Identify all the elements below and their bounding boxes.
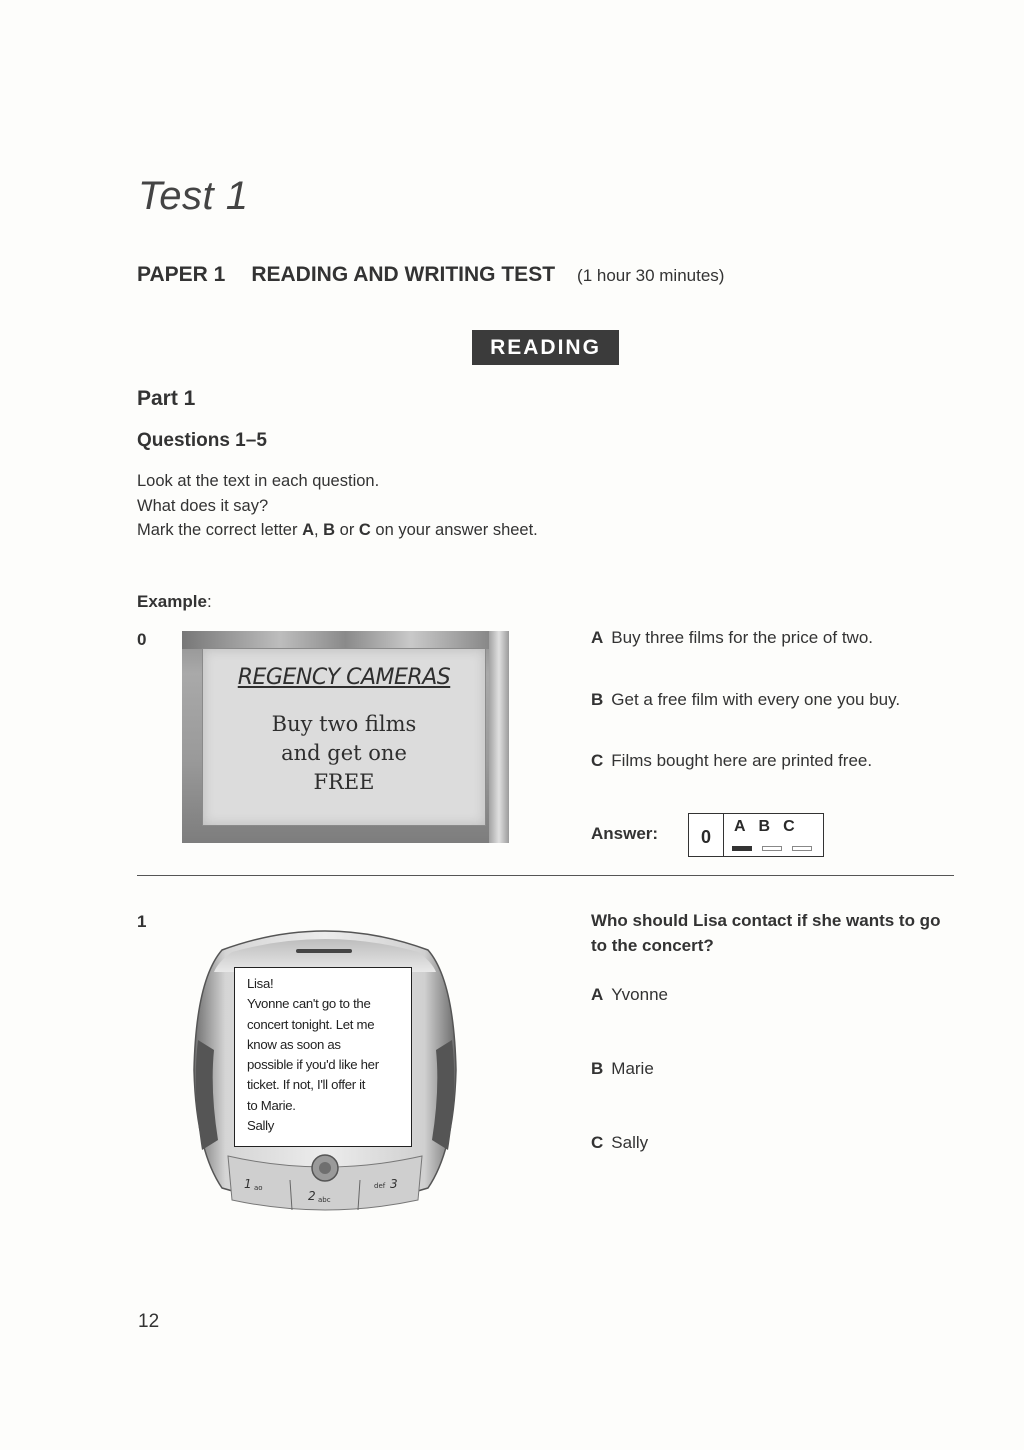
sign-brand: REGENCY CAMERAS: [237, 665, 451, 690]
instructions: [137, 469, 538, 543]
paper-number: PAPER 1: [137, 263, 226, 286]
answer-label: Answer:: [591, 824, 659, 843]
answer-mark-a: [732, 846, 752, 851]
answer-mark-b: [762, 846, 782, 851]
question-1-prompt: Who should Lisa contact if she wants to go to the concert?: [591, 911, 941, 955]
answer-grid-number: 0: [689, 814, 724, 856]
test-title: Test 1: [138, 174, 249, 218]
answer-mark-c: [792, 846, 812, 851]
svg-text:3: 3: [390, 1177, 398, 1191]
question-1-option-a: A Yvonne: [591, 985, 669, 1004]
svg-text:def: def: [374, 1182, 386, 1190]
svg-text:1: 1: [244, 1177, 252, 1191]
section-divider: [137, 875, 954, 876]
question-1-option-c: C Sally: [591, 1133, 649, 1152]
paper-duration: (1 hour 30 minutes): [577, 266, 725, 285]
text-message: Lisa! Yvonne can't go to the concert tonight. Let me know as soon as possible if you'd like her ticket. If not, I'll offer it to Marie. Sally: [247, 976, 379, 1134]
page-number: 12: [138, 1311, 160, 1332]
answer-grid-options: [724, 814, 823, 856]
questions-range: Questions 1–5: [137, 430, 267, 451]
sign-card: [202, 648, 486, 826]
example-option-c: C Films bought here are printed free.: [591, 751, 873, 770]
paper-heading: [137, 263, 724, 287]
example-number: 0: [137, 630, 147, 649]
instruction-line-1: Look at the text in each question.: [137, 472, 380, 490]
example-label: Example:: [137, 592, 212, 611]
paper-title: READING AND WRITING TEST: [251, 263, 556, 286]
question-1-option-b: B Marie: [591, 1059, 654, 1078]
example-sign-photo: [182, 631, 509, 843]
section-label-reading: READING: [472, 330, 619, 365]
sign-offer: Buy two films and get one FREE: [271, 712, 417, 794]
example-option-a: A Buy three films for the price of two.: [591, 628, 873, 647]
instruction-line-2: What does it say?: [137, 496, 269, 515]
answer-grid: [688, 813, 824, 857]
answer-grid-letters: ABC: [734, 818, 808, 835]
mobile-phone-illustration: [192, 920, 458, 1222]
svg-text:abc: abc: [318, 1196, 331, 1204]
question-1-number: 1: [137, 912, 147, 931]
part-title: Part 1: [137, 387, 196, 410]
instruction-line-3: Mark the correct letter A, B or C on your answer sheet.: [137, 521, 538, 539]
svg-text:ao: ao: [254, 1184, 263, 1192]
svg-text:2: 2: [308, 1189, 316, 1203]
example-option-b: B Get a free film with every one you buy.: [591, 690, 901, 709]
